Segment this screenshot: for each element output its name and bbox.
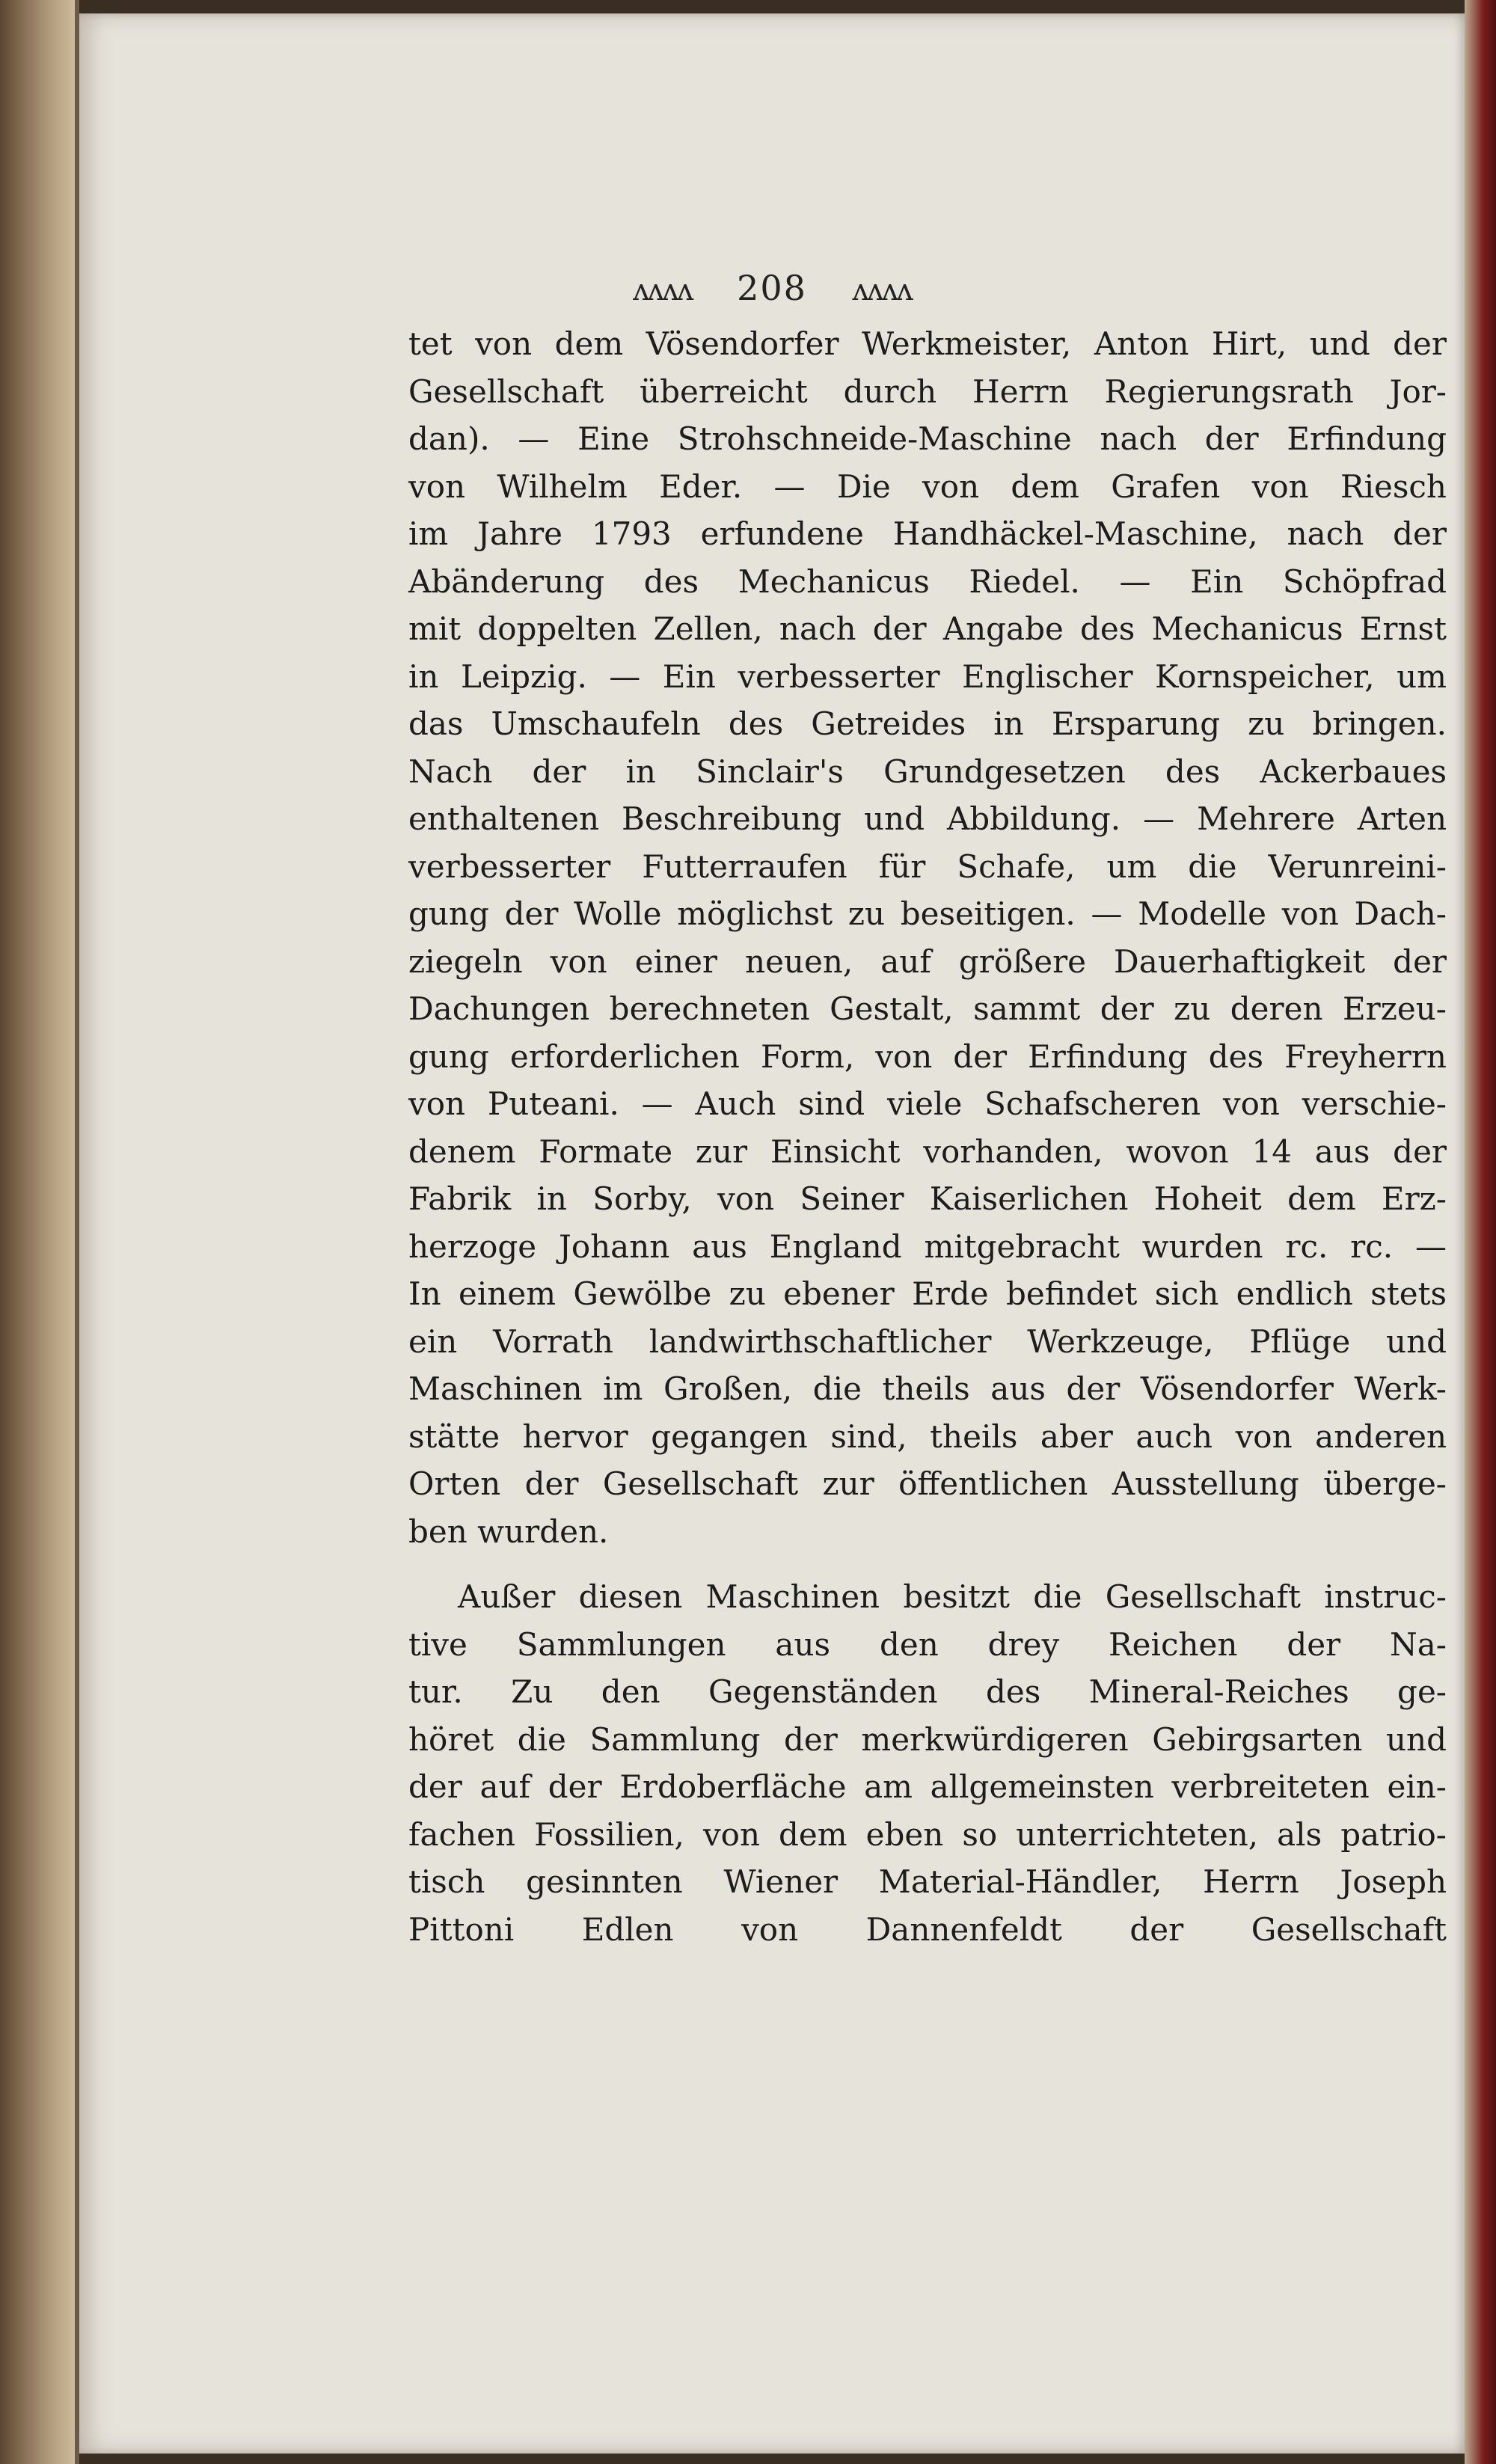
text-line: von Puteani. — Auch sind viele Schafscheren von verschie-	[408, 1085, 1447, 1122]
running-header	[79, 268, 1465, 308]
book-page	[79, 13, 1465, 2454]
text-line: tur. Zu den Gegenständen des Mineral-Reiches ge-	[408, 1673, 1447, 1710]
text-line: Nach der in Sinclair's Grundgesetzen des Ackerbaues	[408, 753, 1447, 790]
text-line: in Leipzig. — Ein verbesserter Englischer Kornspeicher, um	[408, 658, 1447, 695]
paragraph-2	[408, 1573, 1447, 1953]
text-line: dan). — Eine Strohschneide-Maschine nach der Erfindung	[408, 420, 1447, 457]
text-line: verbesserter Futterraufen für Schafe, um die Verunreini-	[408, 848, 1447, 885]
text-line: tet von dem Vösendorfer Werkmeister, Anton Hirt, und der	[408, 325, 1447, 362]
text-line: Orten der Gesellschaft zur öffentlichen Ausstellung überge-	[408, 1465, 1447, 1502]
text-line: ben wurden.	[408, 1513, 609, 1550]
text-line: gung der Wolle möglichst zu beseitigen. — Modelle von Dach-	[408, 895, 1447, 932]
text-line: Außer diesen Maschinen besitzt die Gesellschaft instruc-	[458, 1578, 1447, 1615]
text-line: gung erforderlichen Form, von der Erfindung des Freyherrn	[408, 1038, 1447, 1075]
text-line: ziegeln von einer neuen, auf größere Dauerhaftigkeit der	[408, 943, 1447, 980]
text-line: Dachungen berechneten Gestalt, sammt der zu deren Erzeu-	[408, 990, 1447, 1027]
text-line: Fabrik in Sorby, von Seiner Kaiserlichen Hoheit dem Erz-	[408, 1180, 1447, 1217]
text-line: stätte hervor gegangen sind, theils aber auch von anderen	[408, 1418, 1447, 1455]
text-line: im Jahre 1793 erfundene Handhäckel-Maschine, nach der	[408, 515, 1447, 552]
cover-edge	[1465, 0, 1496, 2464]
text-line: fachen Fossilien, von dem eben so unterrichteten, als patrio-	[408, 1815, 1447, 1853]
text-line: Gesellschaft überreicht durch Herrn Regierungsrath Jor-	[408, 373, 1447, 410]
text-line: enthaltenen Beschreibung und Abbildung. — Mehrere Arten	[408, 800, 1447, 837]
ornament-right: ʌʌʌʌ	[852, 273, 911, 307]
text-line: von Wilhelm Eder. — Die von dem Grafen von Riesch	[408, 468, 1447, 505]
paragraph-1	[408, 320, 1447, 1555]
page-number: 208	[737, 268, 807, 308]
text-line: das Umschaufeln des Getreides in Ersparung zu bringen.	[408, 705, 1447, 742]
text-line: In einem Gewölbe zu ebener Erde befindet sich endlich stets	[408, 1275, 1447, 1312]
text-line: denem Formate zur Einsicht vorhanden, wovon 14 aus der	[408, 1133, 1447, 1170]
text-line: höret die Sammlung der merkwürdigeren Gebirgsarten und	[408, 1720, 1447, 1758]
text-line: Pittoni Edlen von Dannenfeldt der Gesellschaft	[408, 1910, 1447, 1948]
text-line: Abänderung des Mechanicus Riedel. — Ein Schöpfrad	[408, 563, 1447, 600]
text-line: tive Sammlungen aus den drey Reichen der Na-	[408, 1625, 1447, 1663]
text-line: mit doppelten Zellen, nach der Angabe des Mechanicus Ernst	[408, 610, 1447, 647]
book-spine	[0, 0, 75, 2464]
body-text	[408, 320, 1447, 1953]
text-line: ein Vorrath landwirthschaftlicher Werkzeuge, Pflüge und	[408, 1323, 1447, 1360]
text-line: herzoge Johann aus England mitgebracht wurden rc. rc. —	[408, 1228, 1447, 1265]
text-line: Maschinen im Großen, die theils aus der Vösendorfer Werk-	[408, 1370, 1447, 1407]
text-line: tisch gesinnten Wiener Material-Händler, Herrn Joseph	[408, 1863, 1447, 1900]
text-line: der auf der Erdoberfläche am allgemeinsten verbreiteten ein-	[408, 1768, 1447, 1805]
ornament-left: ʌʌʌʌ	[633, 273, 692, 307]
